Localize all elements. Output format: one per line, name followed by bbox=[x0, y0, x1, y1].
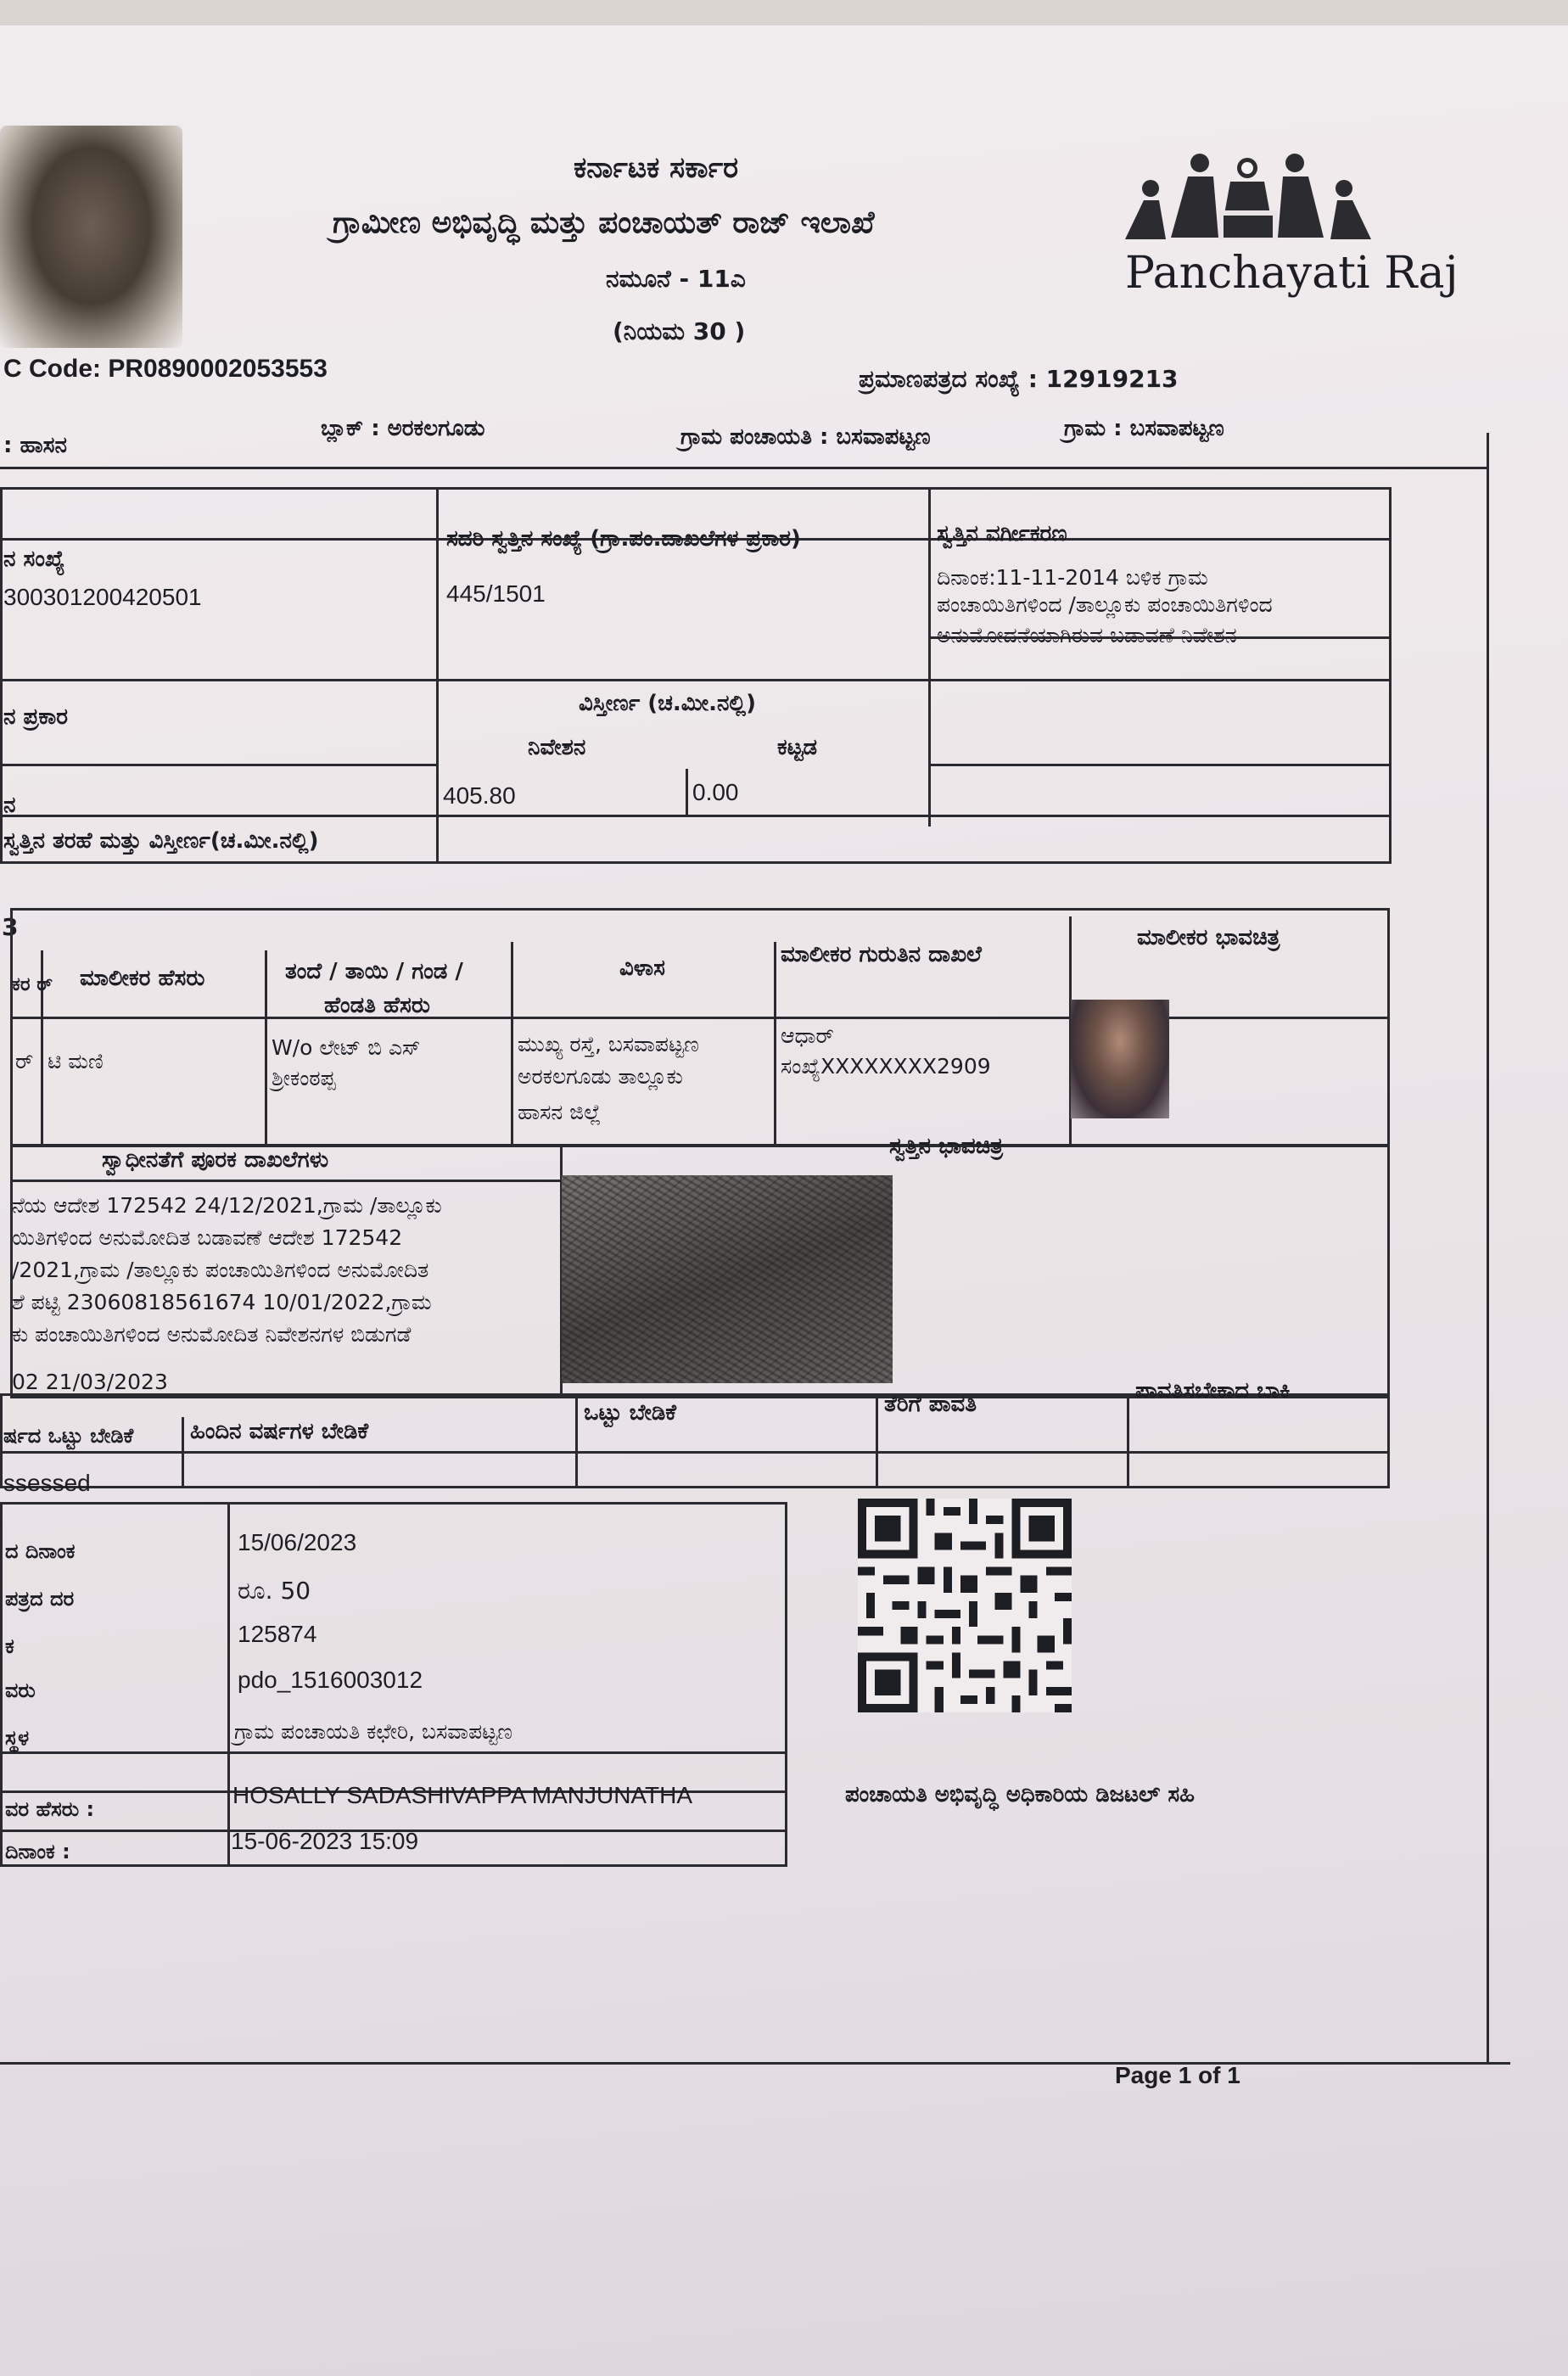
owner-id-2: ಸಂಖ್ಯೆXXXXXXXX2909 bbox=[781, 1054, 991, 1079]
certificate-number: ಪ್ರಮಾಣಪತ್ರದ ಸಂಖ್ಯೆ : 12919213 bbox=[859, 365, 1179, 393]
panchayati-raj-logo-icon bbox=[1118, 144, 1381, 246]
owner-id-1: ಆಧಾರ್ bbox=[781, 1023, 834, 1048]
documents-title: ಸ್ವಾಧೀನತೆಗೆ ಪೂರಕ ದಾಖಲೆಗಳು bbox=[102, 1147, 329, 1173]
karnataka-emblem-icon bbox=[0, 126, 182, 348]
tax-col-previous: ಹಿಂದಿನ ವರ್ಷಗಳ ಬೇಡಿಕೆ bbox=[190, 1419, 369, 1444]
divider bbox=[575, 1393, 578, 1488]
tax-col-paid: ತೆರಿಗೆ ಪಾವತಿ bbox=[884, 1392, 977, 1417]
tax-col-total: ಒಟ್ಟು ಬೇಡಿಕೆ bbox=[584, 1400, 677, 1426]
col-sl: ಕರ ರ್ bbox=[12, 974, 53, 995]
form-number: ನಮೂನೆ - 11ಎ bbox=[606, 265, 746, 293]
signer-value: HOSALLY SADASHIVAPPA MANJUNATHA bbox=[232, 1782, 693, 1808]
qr-code-icon bbox=[857, 1499, 1072, 1712]
issuer-label: ವರು bbox=[5, 1678, 36, 1702]
building-label: ಕಟ್ಟಡ bbox=[777, 735, 818, 760]
issuer-value: pdo_1516003012 bbox=[238, 1667, 423, 1693]
issue-date-label: ದ ದಿನಾಂಕ bbox=[5, 1539, 76, 1563]
divider bbox=[0, 764, 436, 766]
document-line-1: ನೆಯ ಆದೇಶ 172542 24/12/2021,ಗ್ರಾಮ /ತಾಲ್ಲೂಕು bbox=[12, 1193, 442, 1218]
owner-parent-2: ಶ್ರೀಕಂಠಪ್ಪ bbox=[272, 1066, 336, 1090]
col-parent-2: ಹೆಂಡತಿ ಹೆಸರು bbox=[324, 993, 430, 1018]
sadari-label: ಸದರಿ ಸ್ವತ್ತಿನ ಸಂಖ್ಯೆ (ಗ್ರಾ.ಪಂ.ದಾಖಲೆಗಳ ಪ್ರಕಾರ) bbox=[446, 526, 801, 552]
owner-address-3: ಹಾಸನ ಜಿಲ್ಲೆ bbox=[518, 1100, 602, 1124]
frame-right-line bbox=[1487, 433, 1489, 2062]
col-address: ವಿಳಾಸ bbox=[619, 955, 665, 981]
rule-number: (ನಿಯಮ 30 ) bbox=[613, 317, 746, 345]
col-owner-name: ಮಾಲೀಕರ ಹೆಸರು bbox=[80, 966, 205, 991]
site-label: ನಿವೇಶನ bbox=[528, 735, 586, 760]
place-value: ಗ್ರಾಮ ಪಂಚಾಯತಿ ಕಛೇರಿ, ಬಸವಾಪಟ್ಟಣ bbox=[234, 1719, 512, 1744]
signed-date-value: 15-06-2023 15:09 bbox=[231, 1828, 419, 1854]
digital-signature-caption: ಪಂಚಾಯತಿ ಅಭಿವೃದ್ಧಿ ಅಧಿಕಾರಿಯ ಡಿಜಟಲ್ ಸಹಿ bbox=[845, 1782, 1196, 1807]
receipt-label: ಕ bbox=[5, 1634, 14, 1658]
divider bbox=[928, 764, 1392, 766]
classification-line-3: ಅನುಮೋದನೆಯಾಗಿರುವ ಬಡಾವಣೆ ನಿವೇಶನ bbox=[937, 623, 1237, 647]
classification-label: ಸ್ವತ್ತಿನ ವರ್ಗೀಕರಣ bbox=[937, 521, 1067, 546]
fee-value: ರೂ. 50 bbox=[238, 1577, 311, 1605]
owner-address-1: ಮುಖ್ಯ ರಸ್ತೆ, ಬಸವಾಪಟ್ಟಣ bbox=[518, 1032, 699, 1056]
classification-line-1: ದಿನಾಂಕ:11-11-2014 ಬಳಿಕ ಗ್ರಾಮ bbox=[937, 565, 1208, 590]
divider bbox=[227, 1502, 230, 1867]
page-number: Page 1 of 1 bbox=[1115, 2062, 1240, 2088]
divider bbox=[0, 1751, 787, 1754]
section-mark: 3 bbox=[2, 913, 19, 941]
owner-photo bbox=[1071, 1000, 1169, 1118]
frame-bottom-line bbox=[0, 2062, 1510, 2065]
document-line-4: ಶೆ ಪಟ್ಟಿ 23060818561674 10/01/2022,ಗ್ರಾಮ bbox=[12, 1290, 432, 1314]
divider bbox=[436, 487, 439, 864]
divider bbox=[10, 1017, 1390, 1019]
divider bbox=[511, 942, 513, 1147]
divider bbox=[686, 769, 688, 815]
village: ಗ್ರಾಮ : ಬಸವಾಪಟ್ಟಣ bbox=[1064, 416, 1224, 441]
divider bbox=[0, 1451, 1390, 1454]
document-sheet bbox=[0, 25, 1568, 2376]
divider bbox=[1127, 1393, 1129, 1488]
divider bbox=[774, 942, 776, 1147]
panchayati-raj-text: Panchayati Raj bbox=[1125, 248, 1459, 299]
tax-row-value: ssessed bbox=[3, 1470, 91, 1496]
owner-address-2: ಅರಕಲಗೂಡು ತಾಲ್ಲೂಕು bbox=[518, 1064, 683, 1089]
frame-top-line bbox=[0, 467, 1489, 469]
area-type-label: ಸ್ವತ್ತಿನ ತರಹೆ ಮತ್ತು ವಿಸ್ತೀರ್ಣ(ಚ.ಮೀ.ನಲ್ಲಿ) bbox=[3, 828, 319, 854]
col-parent-1: ತಂದೆ / ತಾಯಿ / ಗಂಡ / bbox=[285, 959, 463, 984]
building-area-value: 0.00 bbox=[692, 779, 739, 805]
department-title: ಗ್ರಾಮೀಣ ಅಭಿವೃದ್ಧಿ ಮತ್ತು ಪಂಚಾಯತ್ ರಾಜ್ ಇಲಾಖೆ bbox=[333, 205, 875, 240]
divider bbox=[876, 1393, 878, 1488]
divider bbox=[10, 1180, 560, 1182]
owner-name: ಟಿ ಮಣಿ bbox=[48, 1049, 104, 1073]
lgd-code: C Code: PR0890002053553 bbox=[3, 355, 328, 383]
site-area-value: 405.80 bbox=[443, 782, 516, 809]
document-line-6: 02 21/03/2023 bbox=[12, 1370, 168, 1394]
area-label: ವಿಸ್ತೀರ್ಣ (ಚ.ಮೀ.ನಲ್ಲಿ) bbox=[579, 691, 756, 716]
signer-label: ವರ ಹೆಸರು : bbox=[5, 1797, 95, 1821]
divider bbox=[0, 815, 1392, 817]
owner-sl: ರ್ bbox=[15, 1049, 34, 1073]
property-type-label: ನ ಪ್ರಕಾರ bbox=[3, 704, 68, 730]
sadari-value: 445/1501 bbox=[446, 580, 546, 607]
row3-label: ನ bbox=[3, 793, 16, 818]
fee-label: ಪತ್ರದ ದರ bbox=[5, 1587, 75, 1611]
col-identity: ಮಾಲೀಕರ ಗುರುತಿನ ದಾಖಲೆ bbox=[781, 942, 982, 967]
property-photo bbox=[562, 1175, 893, 1383]
owner-parent-1: W/o ಲೇಟ್ ಬಿ ಎಸ್ bbox=[272, 1035, 421, 1060]
district: : ಹಾಸನ bbox=[3, 433, 67, 458]
property-id-value: 300301200420501 bbox=[3, 584, 202, 610]
col-owner-photo: ಮಾಲೀಕರ ಭಾವಚಿತ್ರ bbox=[1137, 925, 1280, 950]
document-line-2: ಯಿತಿಗಳಿಂದ ಅನುಮೋದಿತ ಬಡಾವಣೆ ಆದೇಶ 172542 bbox=[12, 1225, 403, 1250]
tax-col-current: ರ್ಷದ ಒಟ್ಟು ಬೇಡಿಕೆ bbox=[3, 1424, 134, 1448]
property-photo-title: ಸ್ವತ್ತಿನ ಭಾವಚಿತ್ರ bbox=[889, 1134, 1003, 1159]
govt-title: ಕರ್ನಾಟಕ ಸರ್ಕಾರ bbox=[574, 151, 739, 185]
divider bbox=[0, 679, 1392, 681]
property-id-label: ನ ಸಂಖ್ಯೆ bbox=[3, 546, 65, 572]
classification-line-2: ಪಂಚಾಯಿತಿಗಳಿಂದ /ತಾಲ್ಲೂಕು ಪಂಚಾಯಿತಿಗಳಿಂದ bbox=[937, 592, 1273, 617]
document-line-5: ಕು ಪಂಚಾಯಿತಿಗಳಿಂದ ಅನುಮೋದಿತ ನಿವೇಶನಗಳ ಬಿಡುಗಡೆ bbox=[12, 1322, 412, 1347]
gram-panchayat: ಗ್ರಾಮ ಪಂಚಾಯತಿ : ಬಸವಾಪಟ್ಟಣ bbox=[680, 424, 931, 450]
document-line-3: /2021,ಗ್ರಾಮ /ತಾಲ್ಲೂಕು ಪಂಚಾಯಿತಿಗಳಿಂದ ಅನುಮೋದಿತ bbox=[12, 1258, 429, 1282]
receipt-value: 125874 bbox=[238, 1621, 317, 1647]
divider bbox=[265, 950, 267, 1147]
block: ಬ್ಲಾಕ್ : ಅರಕಲಗೂಡು bbox=[321, 416, 485, 441]
place-label: ಸ್ಥಳ bbox=[5, 1726, 30, 1750]
tax-col-balance: ಪಾವತಿಸಬೇಕಾದ ಬಾಕಿ bbox=[1135, 1378, 1291, 1404]
issue-date-value: 15/06/2023 bbox=[238, 1529, 357, 1555]
signed-date-label: ದಿನಾಂಕ : bbox=[5, 1840, 70, 1863]
